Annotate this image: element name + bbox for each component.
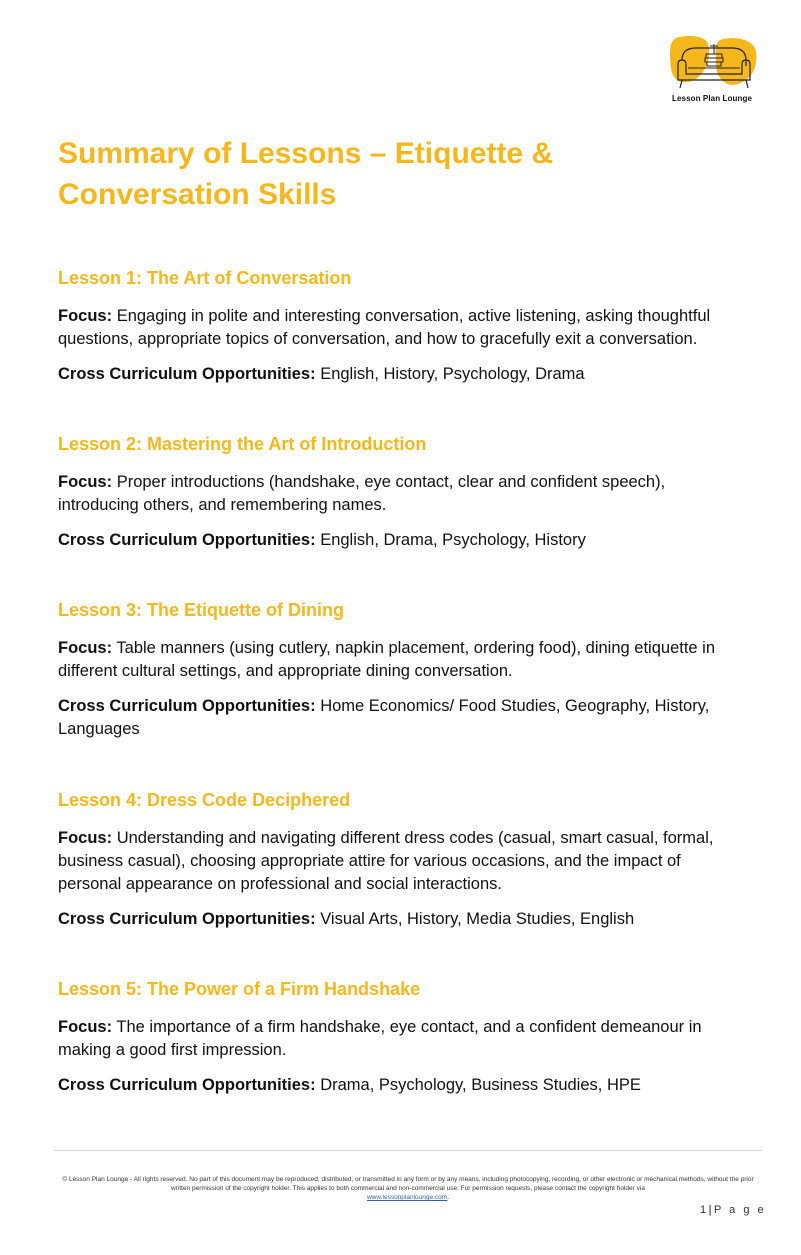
title-line-2: Conversation Skills [58, 178, 337, 211]
focus-label: Focus: [58, 473, 113, 491]
page-number-value: 1 [700, 1204, 709, 1216]
lesson-cross-curriculum [58, 908, 748, 931]
lesson-5 [58, 978, 748, 1109]
page-title [58, 133, 658, 215]
copyright-text: © Lesson Plan Lounge - All rights reserved. No part of this document may be reproduced, distributed, or transmitted in any form or by any means, including photocopying, recording, or other electronic or mechanical methods, without the prior written permission of the copyright holder. This applies to both commercial and non-commercial use. For permission requests, please contact the copyright holder via [62, 1176, 754, 1192]
footer-divider [54, 1150, 762, 1151]
lesson-heading: Lesson 4: Dress Code Deciphered [58, 790, 351, 810]
lesson-heading: Lesson 5: The Power of a Firm Handshake [58, 979, 421, 999]
focus-label: Focus: [58, 639, 113, 657]
lesson-3 [58, 599, 748, 753]
lesson-focus [58, 827, 748, 896]
lesson-focus [58, 471, 748, 517]
website-link[interactable]: www.lessonplanlounge.com [366, 1194, 448, 1201]
cross-text: Visual Arts, History, Media Studies, English [320, 910, 635, 928]
lesson-4 [58, 789, 748, 943]
cross-label: Cross Curriculum Opportunities: [58, 531, 316, 549]
cross-text: English, Drama, Psychology, History [320, 531, 586, 549]
focus-text: Table manners (using cutlery, napkin placement, ordering food), dining etiquette in different cultural settings, and appropriate dining conversation. [58, 639, 716, 680]
lesson-cross-curriculum [58, 1074, 748, 1097]
cross-text: Drama, Psychology, Business Studies, HPE [320, 1076, 641, 1094]
cross-label: Cross Curriculum Opportunities: [58, 365, 316, 383]
lesson-focus [58, 637, 748, 683]
focus-text: Understanding and navigating different dress codes (casual, smart casual, formal, business casual), choosing appropriate attire for various occasions, and the impact of personal appearance on professional and social interactions. [58, 829, 714, 893]
cross-text: Home Economics/ Food Studies, Geography, History, Languages [58, 697, 710, 738]
focus-text: The importance of a firm handshake, eye contact, and a confident demeanour in making a good first impression. [58, 1018, 702, 1059]
cross-label: Cross Curriculum Opportunities: [58, 910, 316, 928]
lesson-cross-curriculum [58, 363, 748, 386]
lesson-cross-curriculum [58, 695, 748, 741]
brand-logo [664, 34, 764, 106]
cross-text: English, History, Psychology, Drama [320, 365, 585, 383]
lesson-heading: Lesson 3: The Etiquette of Dining [58, 600, 345, 620]
lesson-focus [58, 305, 748, 351]
lesson-2 [58, 433, 748, 564]
focus-label: Focus: [58, 1018, 113, 1036]
focus-label: Focus: [58, 307, 113, 325]
lesson-1 [58, 267, 748, 398]
lesson-heading: Lesson 2: Mastering the Art of Introduction [58, 434, 427, 454]
page-separator: | [708, 1204, 714, 1216]
focus-text: Proper introductions (handshake, eye contact, clear and confident speech), introducing others, and remembering names. [58, 473, 666, 514]
sofa-icon [668, 34, 760, 92]
focus-text: Engaging in polite and interesting conversation, active listening, asking thoughtful questions, appropriate topics of conversation, and how to gracefully exit a conversation. [58, 307, 711, 348]
page-label: P a g e [713, 1204, 767, 1216]
cross-label: Cross Curriculum Opportunities: [58, 697, 316, 715]
link-suffix: . [447, 1194, 450, 1201]
footer-copyright [56, 1175, 760, 1202]
page-number [700, 1204, 766, 1216]
brand-name: Lesson Plan Lounge [671, 94, 753, 103]
lesson-cross-curriculum [58, 529, 748, 552]
lesson-heading: Lesson 1: The Art of Conversation [58, 268, 352, 288]
title-line-1: Summary of Lessons – Etiquette & [58, 137, 554, 170]
focus-label: Focus: [58, 829, 113, 847]
lesson-focus [58, 1016, 748, 1062]
cross-label: Cross Curriculum Opportunities: [58, 1076, 316, 1094]
